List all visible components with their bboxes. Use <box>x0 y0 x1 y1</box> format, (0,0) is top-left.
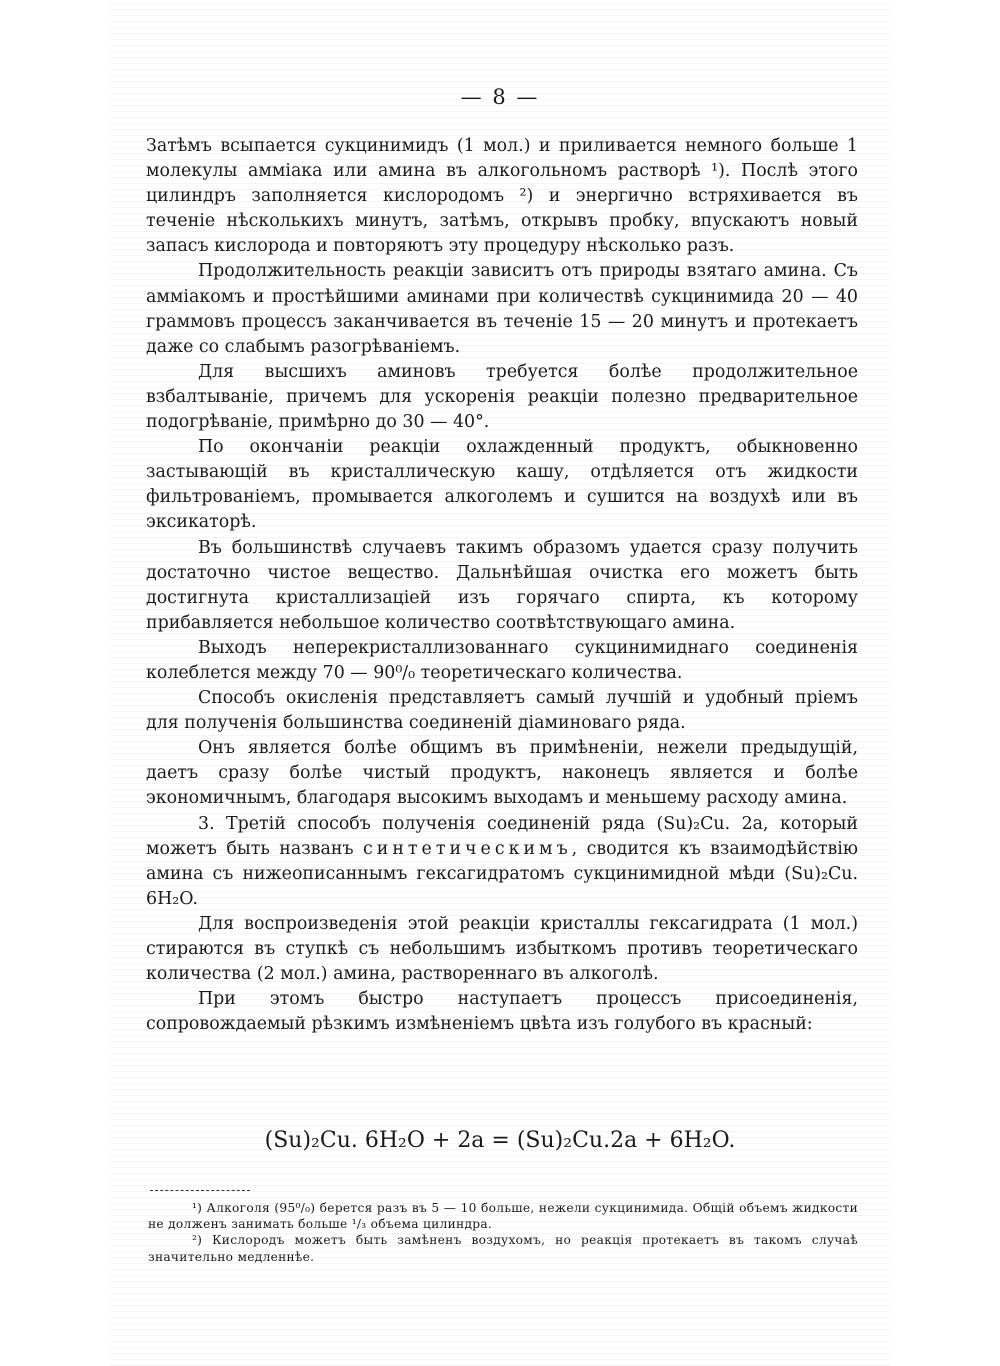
reaction-equation: (Su)₂Cu. 6H₂O + 2a = (Su)₂Cu.2a + 6H₂O. <box>264 1128 736 1153</box>
paragraph-3: Для высшихъ аминовъ требуется болѣе продолжительное взбалтываніе, причемъ для ускоренія реакціи полезно предварительное подогрѣваніе, примѣрно до 30 — 40°. <box>146 361 858 433</box>
paragraph-6: Выходъ неперекристаллизованнаго сукцинимиднаго соединенія колеблется между 70 — 90⁰/₀ теоретическаго количества. <box>146 637 858 683</box>
footnotes <box>148 1200 858 1265</box>
footnote-divider <box>150 1190 250 1191</box>
paragraph-4: По окончаніи реакціи охлажденный продуктъ, обыкновенно застывающій въ кристаллическую кашу, отдѣляется отъ жидкости фильтрованіемъ, промывается алкоголемъ и сушится на воздухѣ или въ эксикаторѣ. <box>146 437 858 533</box>
paragraph-7: Способъ окисленія представляетъ самый лучшій и удобный пріемъ для полученія большинства соединеній діаминоваго ряда. <box>146 688 858 734</box>
paragraph-2: Продолжительность реакціи зависитъ отъ природы взятаго амина. Съ амміакомъ и простѣйшими аминами при количествѣ сукцинимида 20 — 40 граммовъ процессъ заканчивается въ теченіе 15 — 20 минутъ и протекаетъ даже со слабымъ разогрѣваніемъ. <box>146 261 858 357</box>
main-text <box>146 134 858 1037</box>
paragraph-11: При этомъ быстро наступаетъ процессъ присоединенія, сопровождаемый рѣзкимъ измѣненіемъ цвѣта изъ голубого въ красный: <box>146 989 858 1035</box>
footnote-1: ¹) Алкоголя (95⁰/₀) берется разъ въ 5 — 10 больше, нежели сукцинимида. Общій объемъ жидкости не долженъ занимать больше ¹/₃ объема цилиндра. <box>148 1201 858 1232</box>
paragraph-1: Затѣмъ всыпается сукцинимидъ (1 мол.) и приливается немного больше 1 молекулы амміака или амина въ алкогольномъ растворѣ ¹). Послѣ этого цилиндръ заполняется кислородомъ ²) и энергично встряхивается въ теченіе нѣсколькихъ минутъ, затѣмъ, открывъ пробку, впускаютъ новый запасъ кислорода и повторяютъ эту процедуру нѣсколько разъ. <box>146 136 858 257</box>
paragraph-method-3 <box>146 812 858 912</box>
method-3-text-a: 3. Третій способъ полученія соединеній ряда (Su)₂Cu. 2a, который можетъ быть названъ <box>146 813 858 859</box>
method-3-spaced-term: синтетическимъ <box>363 838 572 859</box>
paragraph-5: Въ большинствѣ случаевъ такимъ образомъ удается сразу получить достаточно чистое вещество. Дальнѣйшая очистка его можетъ быть достигнута кристаллизаціей изъ горячаго спирта, къ которому прибавляется небольшое количество соотвѣтствующаго амина. <box>146 537 858 633</box>
footnote-2: ²) Кислородъ можетъ быть замѣненъ воздухомъ, но реакція протекаетъ въ такомъ случаѣ значительно медленнѣе. <box>148 1233 858 1264</box>
page-number: — 8 — <box>460 85 540 109</box>
paragraph-8: Онъ является болѣе общимъ въ примѣненіи, нежели предыдущій, даетъ сразу болѣе чистый продуктъ, наконецъ является и болѣе экономичнымъ, благодаря высокимъ выходамъ и меньшему расходу амина. <box>146 738 858 809</box>
paragraph-10: Для воспроизведенія этой реакціи кристаллы гексагидрата (1 мол.) стираются въ ступкѣ съ небольшимъ избыткомъ противъ теоретическаго количества (2 мол.) амина, раствореннаго въ алкоголѣ. <box>146 913 858 985</box>
method-3-text-b: , сводится къ взаимодѣйствію амина съ нижеописаннымъ гексагидратомъ сукцинимидной мѣди (Su)₂Cu. 6H₂O. <box>146 838 858 909</box>
